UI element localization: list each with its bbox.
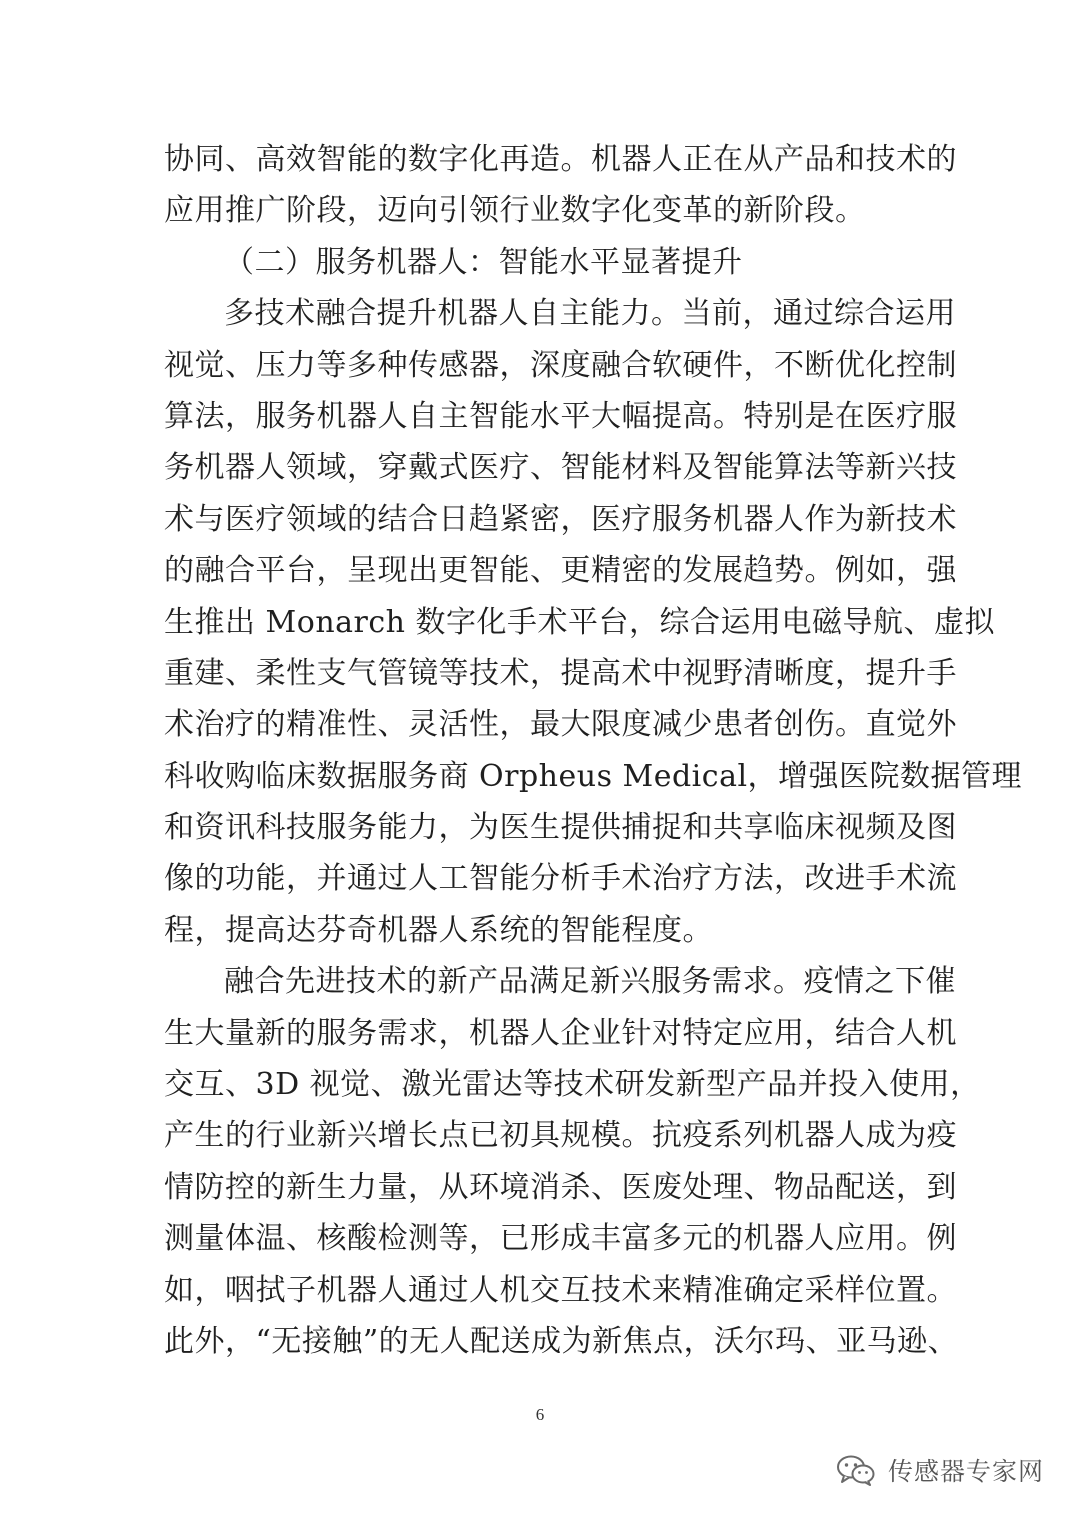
body-text: [164, 134, 1023, 1367]
watermark: [836, 1452, 1044, 1488]
text-line: 情防控的新生力量，从环境消杀、医废处理、物品配送，到: [164, 1169, 957, 1205]
text-line: 术与医疗领域的结合日趋紧密，医疗服务机器人作为新技术: [164, 501, 957, 537]
text-line: 生推出 Monarch 数字化手术平台，综合运用电磁导航、虚拟: [164, 604, 996, 640]
text-line: 算法，服务机器人自主智能水平大幅提高。特别是在医疗服: [164, 398, 957, 434]
text-line: 视觉、压力等多种传感器，深度融合软硬件，不断优化控制: [164, 347, 957, 383]
text-line: 协同、高效智能的数字化再造。机器人正在从产品和技术的: [164, 142, 957, 177]
text-line: 测量体温、核酸检测等，已形成丰富多元的机器人应用。例: [164, 1221, 957, 1257]
text-line: 和资讯科技服务能力，为医生提供捕捉和共享临床视频及图: [164, 810, 957, 846]
watermark-text: 传感器专家网: [887, 1457, 1044, 1486]
page-number: 6: [535, 1405, 545, 1424]
text-line: 科收购临床数据服务商 Orpheus Medical，增强医院数据管理: [164, 758, 1023, 794]
text-line: 的融合平台，呈现出更智能、更精密的发展趋势。例如，强: [164, 553, 957, 589]
text-line: 术治疗的精准性、灵活性，最大限度减少患者创伤。直觉外: [164, 707, 957, 743]
text-line: 程，提高达芬奇机器人系统的智能程度。: [164, 912, 713, 948]
text-line: 生大量新的服务需求，机器人企业针对特定应用，结合人机: [164, 1015, 957, 1051]
section-heading: （二）服务机器人：智能水平显著提升: [224, 244, 743, 280]
text-line: 如，咽拭子机器人通过人机交互技术来精准确定采样位置。: [164, 1272, 957, 1308]
text-line: 交互、3D 视觉、激光雷达等技术研发新型产品并投入使用，: [164, 1067, 981, 1103]
text-line: 融合先进技术的新产品满足新兴服务需求。疫情之下催: [224, 964, 956, 1000]
wechat-icon: [836, 1454, 876, 1486]
text-line: 像的功能，并通过人工智能分析手术治疗方法，改进手术流: [164, 861, 957, 897]
text-line: 多技术融合提升机器人自主能力。当前，通过综合运用: [224, 296, 956, 332]
text-line: 产生的行业新兴增长点已初具规模。抗疫系列机器人成为疫: [164, 1118, 957, 1154]
text-line: 务机器人领域，穿戴式医疗、智能材料及智能算法等新兴技: [164, 450, 957, 486]
text-line: 此外，“无接触”的无人配送成为新焦点，沃尔玛、亚马逊、: [164, 1323, 959, 1359]
text-line: 重建、柔性支气管镜等技术，提高术中视野清晰度，提升手: [164, 655, 957, 691]
text-line: 应用推广阶段，迈向引领行业数字化变革的新阶段。: [164, 193, 866, 229]
